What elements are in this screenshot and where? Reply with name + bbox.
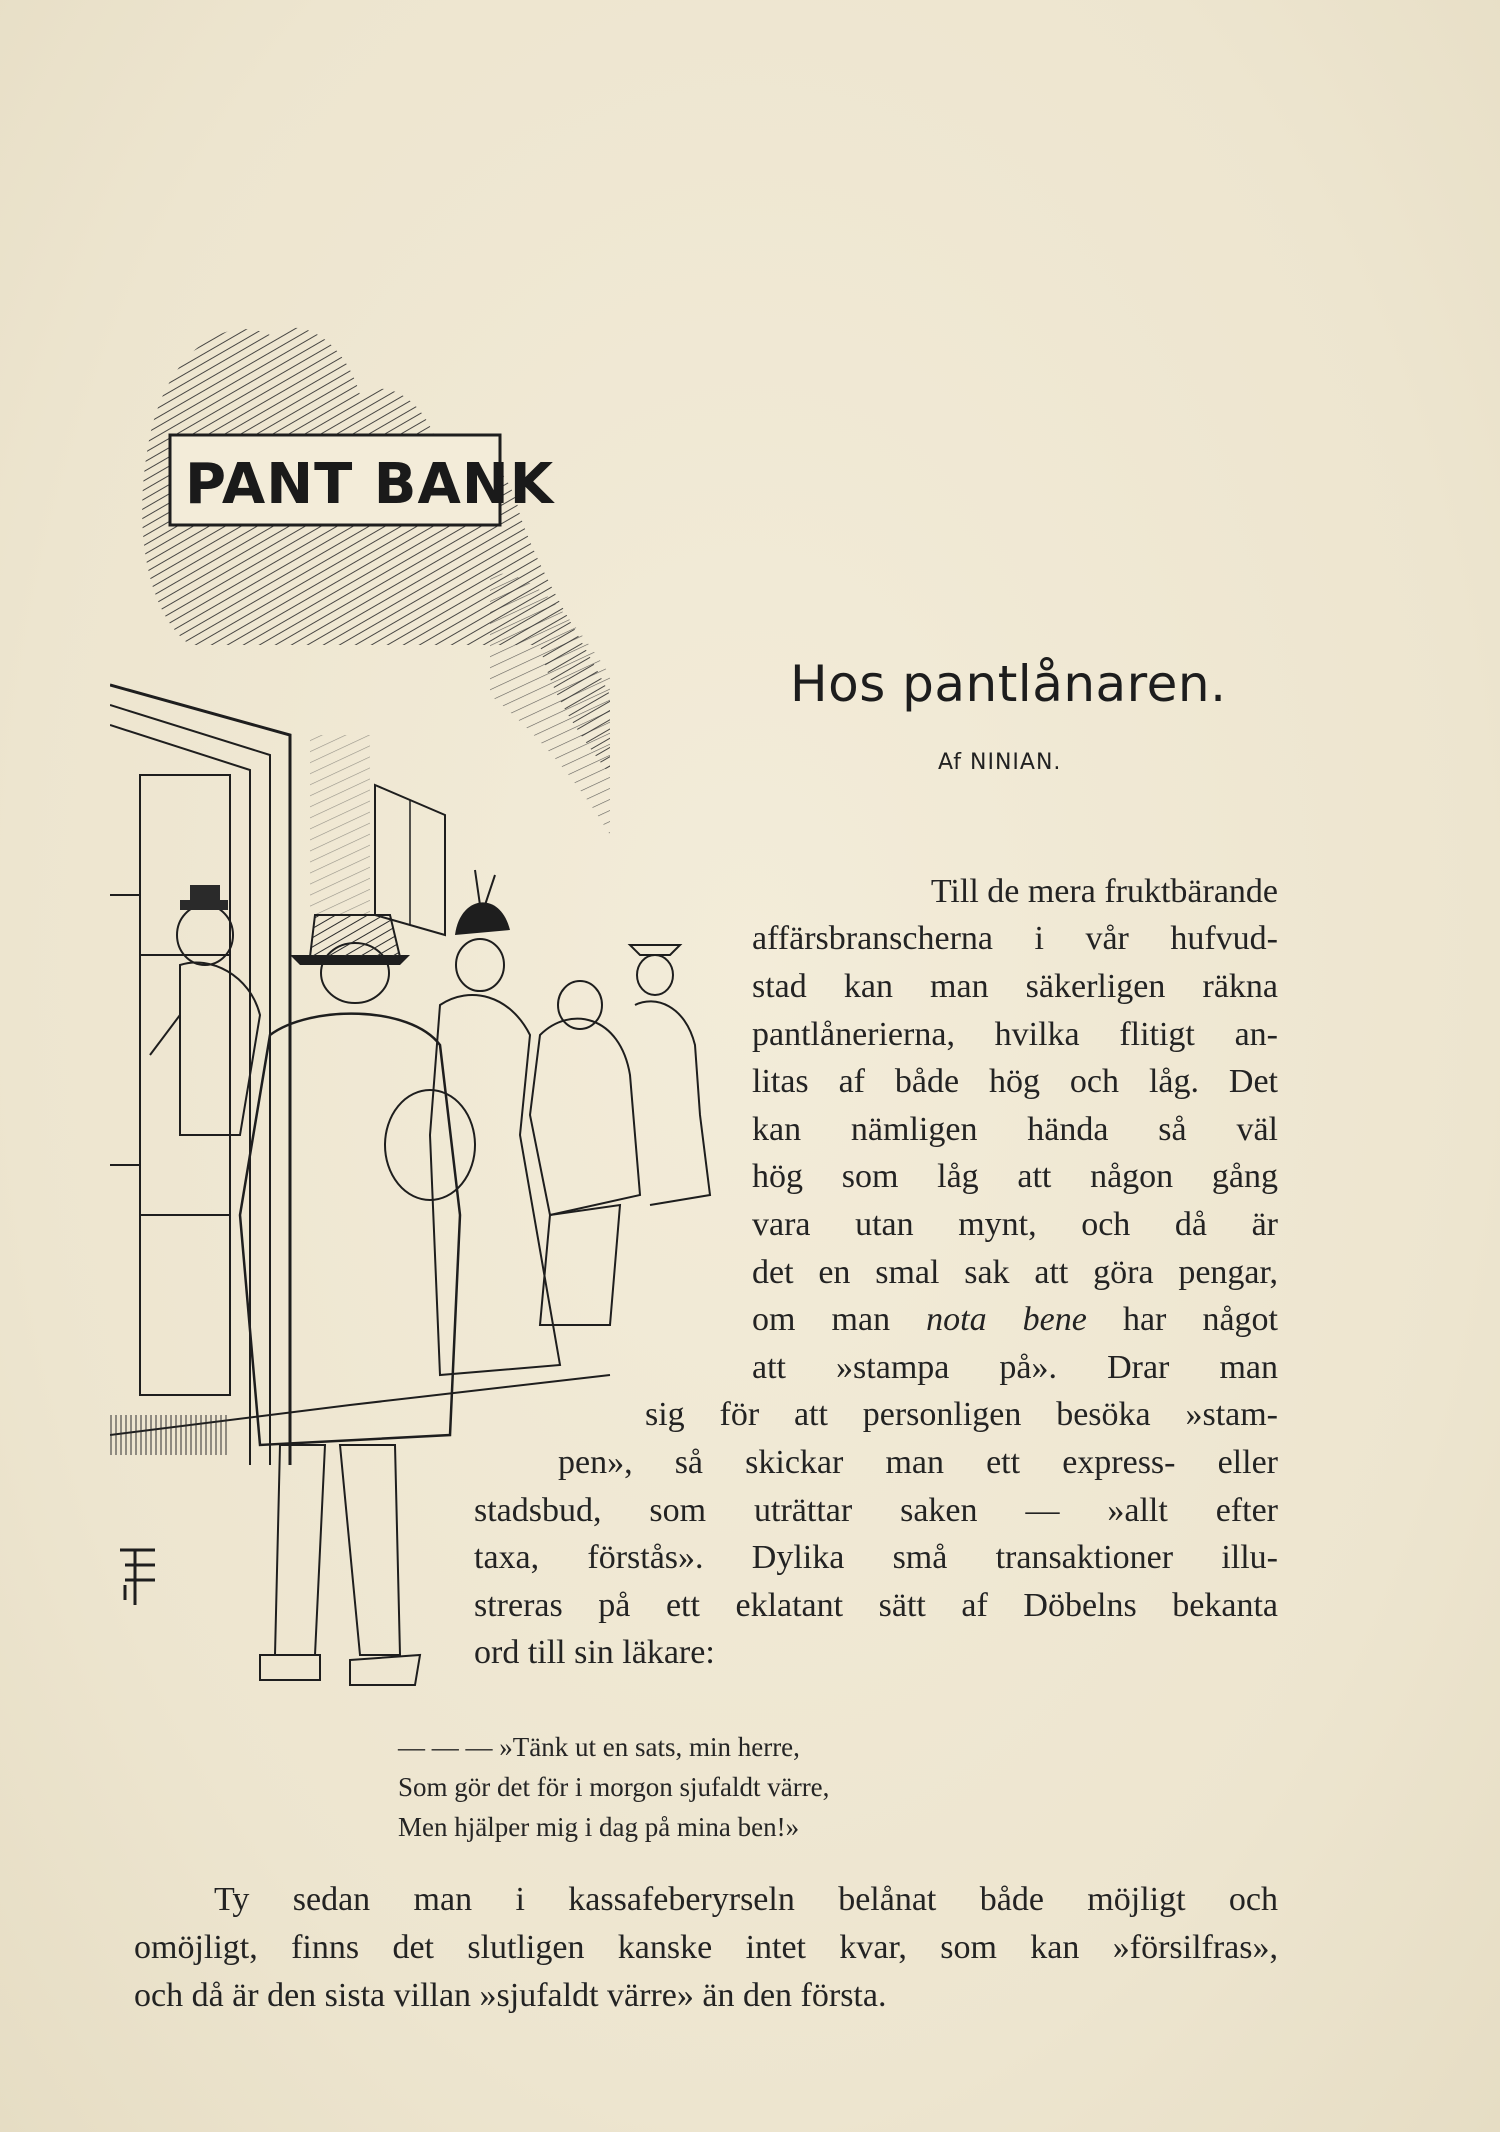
italic-phrase: nota bene bbox=[926, 1301, 1087, 1338]
verse-line: Men hjälper mig i dag på mina ben!» bbox=[398, 1812, 800, 1842]
text-line: taxa, förstås». Dylika små transaktioner illu- bbox=[474, 1539, 1278, 1576]
verse-line: Som gör det för i morgon sjufaldt värre, bbox=[398, 1772, 830, 1802]
text-line: litas af både hög och låg. Det bbox=[752, 1063, 1278, 1100]
text-line: och då är den sista villan »sjufaldt värre» än den första. bbox=[134, 1977, 887, 2014]
text-line: omöjligt, finns det slutligen kanske intet kvar, som kan »försilfras», bbox=[134, 1929, 1278, 1966]
text-line: pen», så skickar man ett express- eller bbox=[558, 1444, 1278, 1481]
text-line: hög som låg att någon gång bbox=[752, 1158, 1278, 1195]
sign-text: PANT BANK bbox=[185, 452, 555, 517]
text-line bbox=[752, 1296, 1278, 1344]
text-line: ord till sin läkare: bbox=[474, 1634, 715, 1671]
text-line: det en smal sak att göra pengar, bbox=[752, 1254, 1278, 1291]
text-line: stad kan man säkerligen räkna bbox=[752, 968, 1278, 1005]
artist-monogram-icon bbox=[120, 1550, 155, 1605]
text-line: affärsbranscherna i vår hufvud- bbox=[752, 920, 1278, 957]
text-span: om man bbox=[752, 1301, 927, 1338]
text-line: stadsbud, som uträttar saken — »allt efter bbox=[474, 1492, 1278, 1529]
article-title: Hos pantlånaren. bbox=[790, 655, 1227, 713]
text-line: Ty sedan man i kassafeberyrseln belånat både möjligt och bbox=[214, 1881, 1278, 1918]
article-author: Af NINIAN. bbox=[938, 750, 1062, 775]
text-line: pantlånerierna, hvilka flitigt an- bbox=[752, 1016, 1278, 1053]
verse-line: — — — »Tänk ut en sats, min herre, bbox=[398, 1732, 800, 1762]
text-line: kan nämligen hända så väl bbox=[752, 1111, 1278, 1148]
text-line: att »stampa på». Drar man bbox=[752, 1349, 1278, 1386]
text-line: streras på ett eklatant sätt af Döbelns bekanta bbox=[474, 1587, 1278, 1624]
text-line: sig för att personligen besöka »stam- bbox=[645, 1396, 1278, 1433]
text-span: har något bbox=[1086, 1301, 1278, 1338]
text-line: vara utan mynt, och då är bbox=[752, 1206, 1278, 1243]
text-line: Till de mera fruktbärande bbox=[930, 873, 1278, 910]
